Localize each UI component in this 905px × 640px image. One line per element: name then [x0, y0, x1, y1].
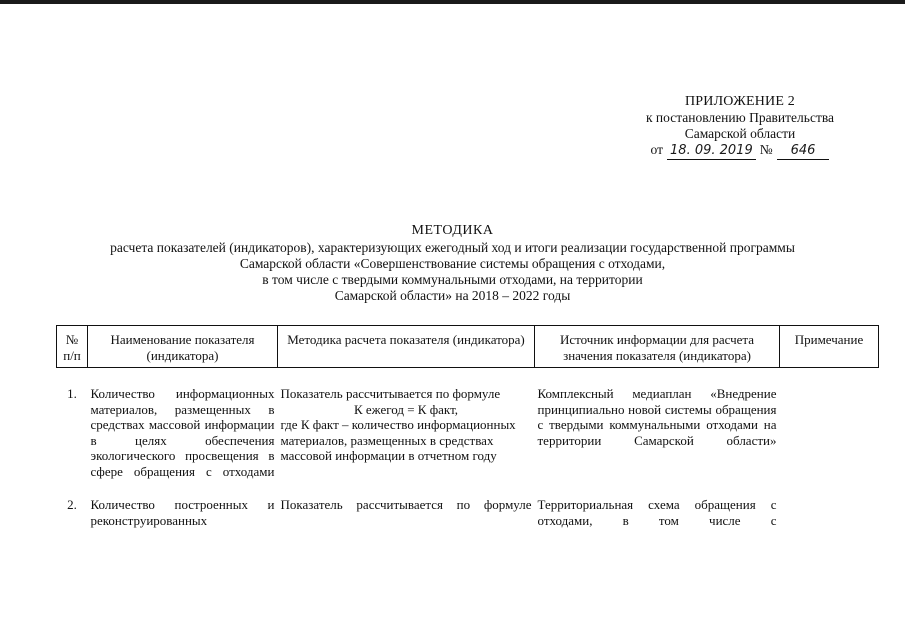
method-formula: К ежегод = К факт, [353, 401, 459, 417]
document-title: МЕТОДИКА [411, 223, 494, 238]
source-cell: Комплексный медиаплан «Внедрение принципиально новой системы обращения с твердыми коммунальными отходами на территории Самарской области» [537, 386, 777, 448]
handwritten-date: 18. 09. 2019 [667, 143, 756, 160]
indicator-name: Количество информационных материалов, размещенных в средствах массовой информации в целях обеспечения экологического просвещения в сфере обращения с отходами [90, 386, 275, 479]
header-name: Наименование показателя (индикатора) [88, 326, 278, 368]
table-row [57, 386, 879, 479]
header-source: Источник информации для расчета значения показателя (индикатора) [535, 326, 780, 368]
heading-line-1: расчета показателей (индикаторов), характеризующих ежегодный ход и итоги реализации государственной программы [110, 240, 795, 255]
method-intro: Показатель рассчитывается по формуле [280, 497, 532, 512]
row-number: 1. [67, 386, 77, 401]
handwritten-number: 646 [777, 143, 830, 160]
number-prefix: № [759, 142, 773, 157]
indicator-table [56, 325, 879, 528]
indicator-name: Количество построенных и реконструированных [90, 497, 275, 528]
scan-top-border [0, 0, 905, 4]
heading-line-4: Самарской области» на 2018 – 2022 годы [334, 288, 571, 303]
row-number: 2. [67, 497, 77, 512]
appendix-title: ПРИЛОЖЕНИЕ 2 [684, 94, 796, 109]
date-prefix: от [650, 142, 664, 157]
method-intro: Показатель рассчитывается по формуле [280, 386, 501, 401]
appendix-dateline [615, 142, 865, 160]
header-num: № п/п [57, 326, 88, 368]
appendix-line-1: к постановлению Правительства [645, 110, 835, 125]
header-note: Примечание [780, 326, 879, 368]
note-cell [780, 497, 879, 528]
header-method: Методика расчета показателя (индикатора) [278, 326, 535, 368]
appendix-line-2: Самарской области [684, 126, 796, 141]
note-cell [780, 386, 879, 479]
appendix-block [615, 94, 865, 160]
source-cell: Территориальная схема обращения с отходами, в том числе с [537, 497, 777, 528]
heading-line-2: Самарской области «Совершенствование системы обращения с отходами, [239, 256, 666, 271]
table-row [57, 497, 879, 528]
document-heading [30, 223, 875, 304]
heading-line-3: в том числе с твердыми коммунальными отходами, на территории [262, 272, 643, 287]
method-description: где К факт – количество информационных материалов, размещенных в средствах массовой информации в отчетном году [280, 417, 516, 463]
table-header-row [57, 326, 879, 368]
method-cell [278, 386, 535, 479]
